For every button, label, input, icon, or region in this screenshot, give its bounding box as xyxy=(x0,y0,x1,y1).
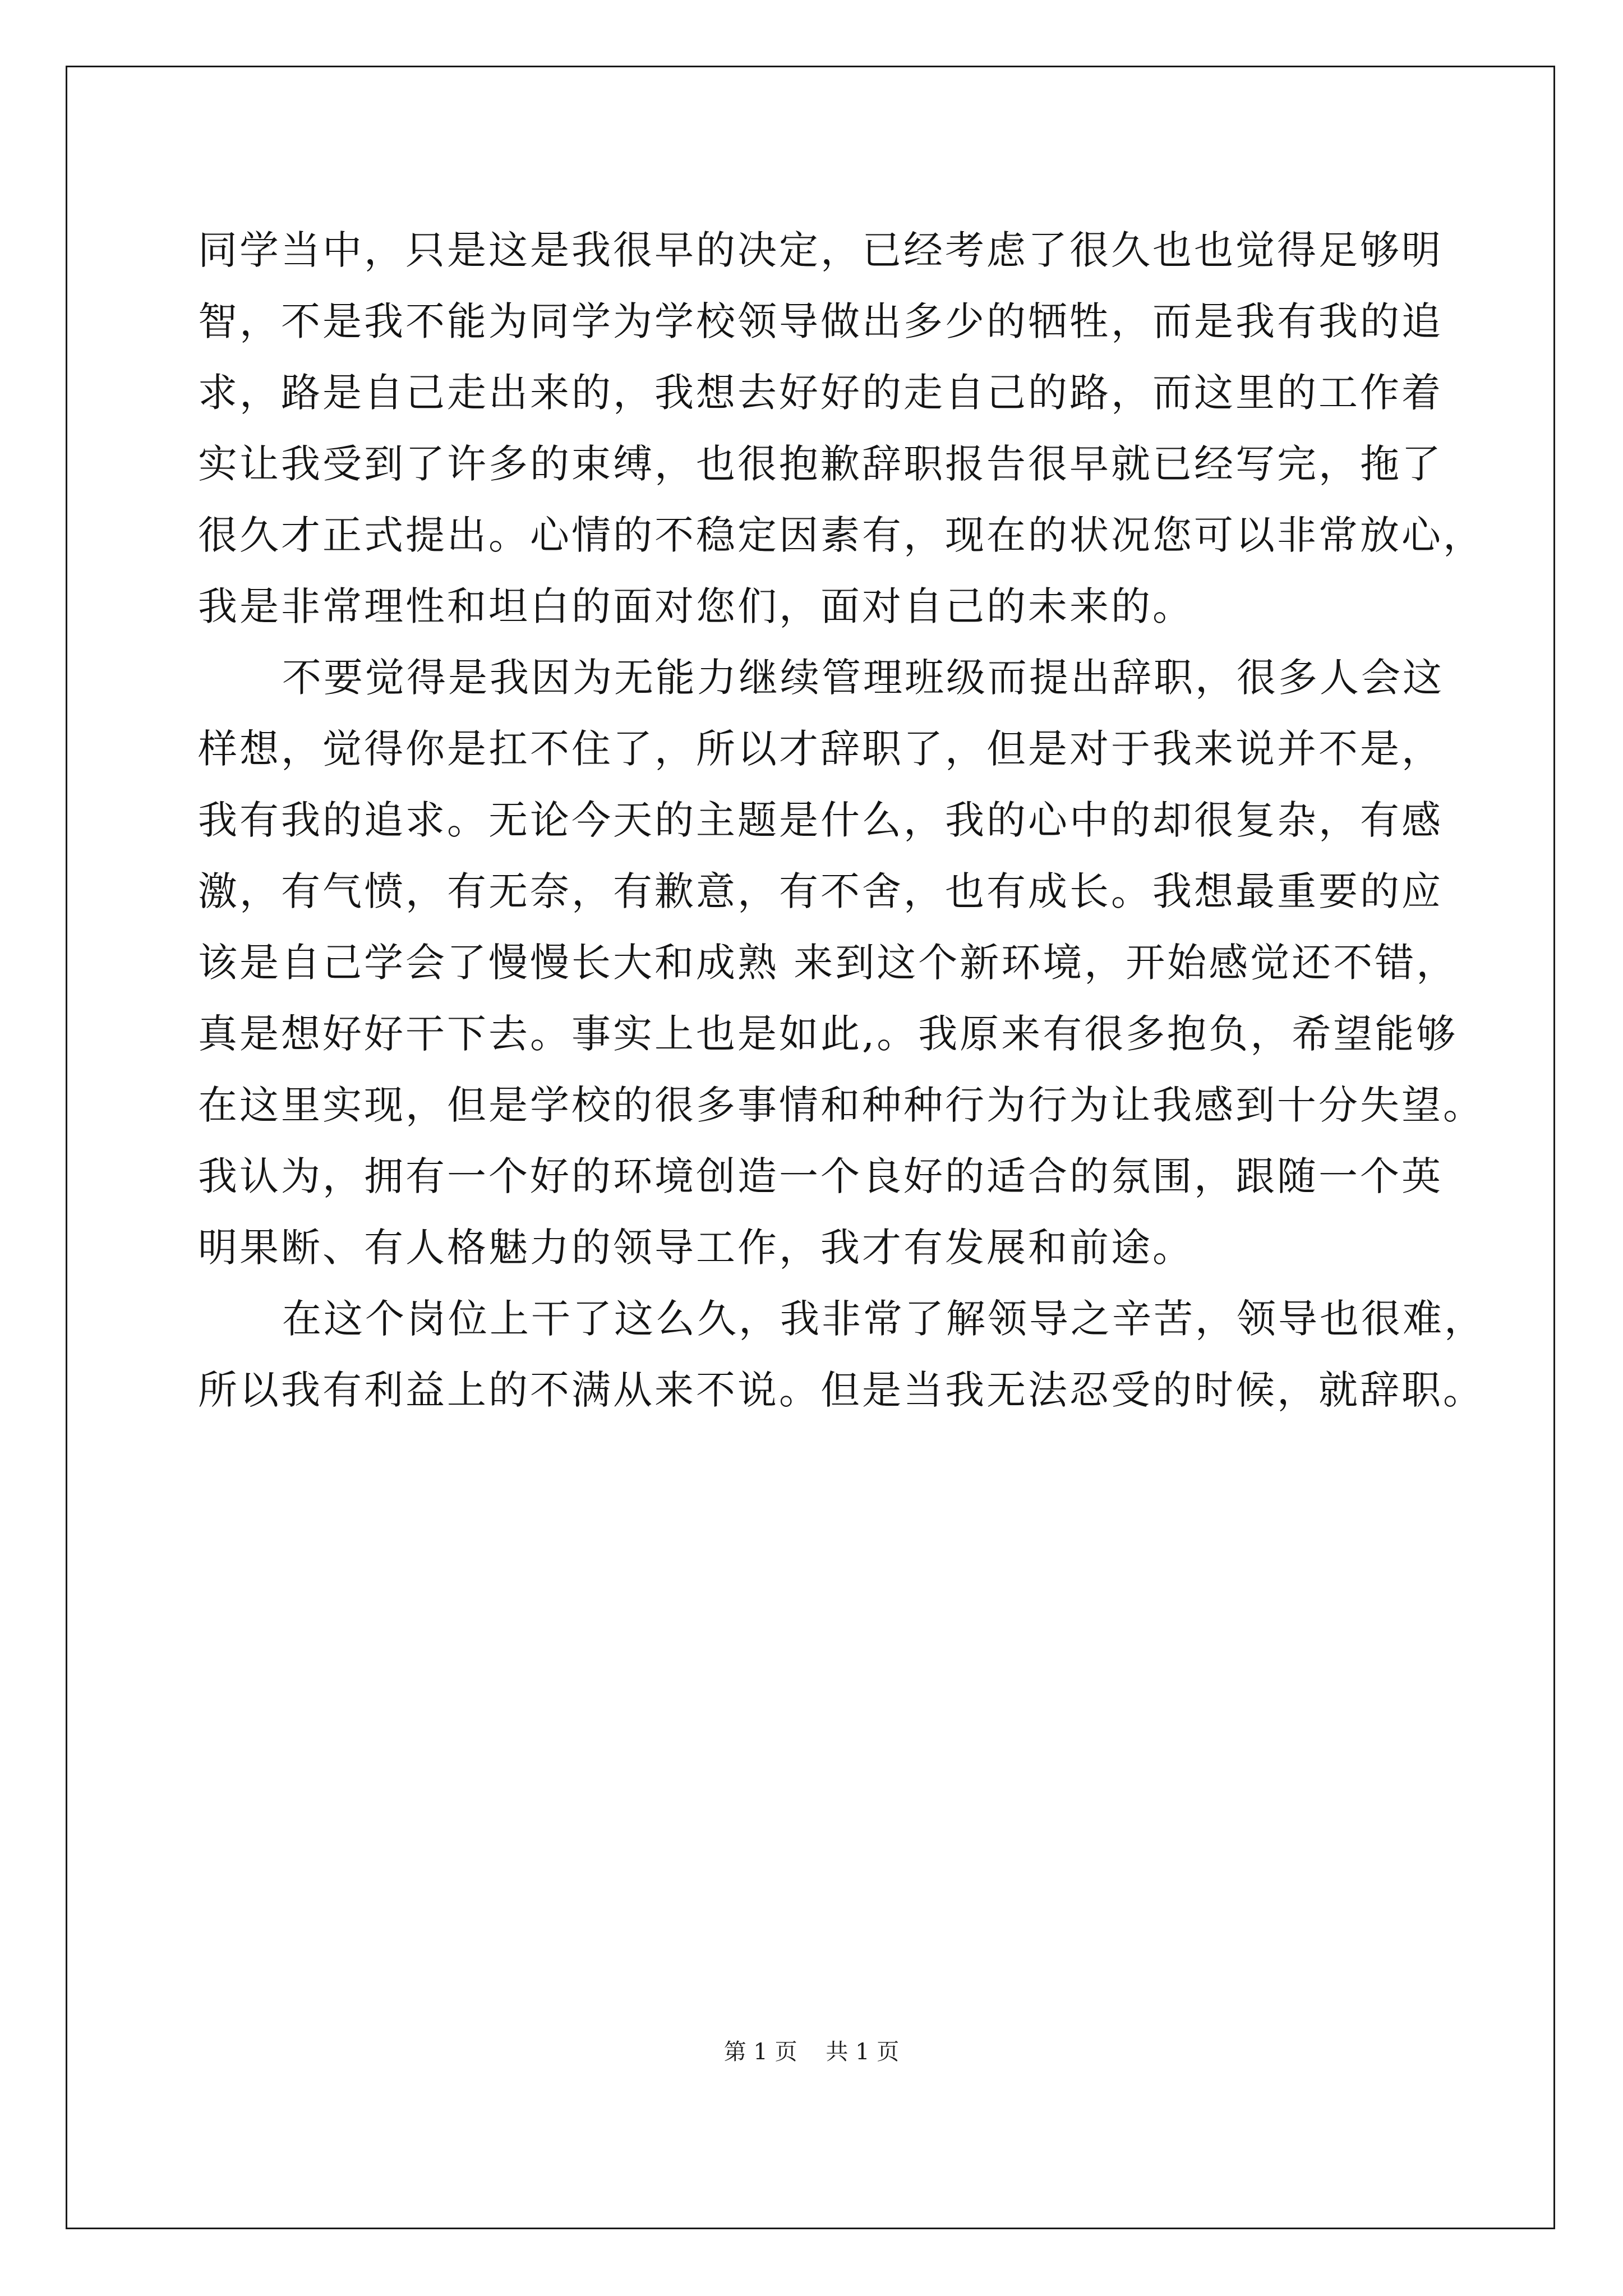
body-text-line: 激，有气愤，有无奈，有歉意，有不舍，也有成长。我想最重要的应 xyxy=(198,868,1443,914)
body-text-line: 实让我受到了许多的束缚，也很抱歉辞职报告很早就已经写完，拖了 xyxy=(198,441,1443,487)
body-text-line: 很久才正式提出。心情的不稳定因素有，现在的状况您可以非常放心， xyxy=(198,512,1484,558)
body-text-line: 所以我有利益上的不满从来不说。但是当我无法忍受的时候，就辞职。 xyxy=(198,1367,1484,1413)
body-text-line: 样想，觉得你是扛不住了，所以才辞职了，但是对于我来说并不是， xyxy=(198,726,1443,772)
body-text-line: 我有我的追求。无论今天的主题是什么，我的心中的却很复杂，有感 xyxy=(198,797,1443,843)
body-text-line: 求，路是自己走出来的，我想去好好的走自己的路，而这里的工作着 xyxy=(198,370,1443,416)
body-text-line: 真是想好好干下去。事实上也是如此,。我原来有很多抱负，希望能够 xyxy=(198,1011,1458,1057)
body-text-line: 在这里实现，但是学校的很多事情和种种行为行为让我感到十分失望。 xyxy=(198,1082,1484,1128)
paragraph-first-line: 在这个岗位上干了这么久，我非常了解领导之辛苦，领导也很难， xyxy=(282,1296,1486,1342)
page-number-footer: 第 1 页 共 1 页 xyxy=(723,2039,900,2065)
body-text-line: 智，不是我不能为同学为学校领导做出多少的牺牲，而是我有我的追 xyxy=(198,298,1443,344)
body-text-line: 该是自己学会了慢慢长大和成熟 来到这个新环境，开始感觉还不错， xyxy=(198,940,1458,986)
body-text-line: 我认为，拥有一个好的环境创造一个良好的适合的氛围，跟随一个英 xyxy=(198,1153,1443,1199)
body-text-line: 同学当中，只是这是我很早的决定，已经考虑了很久也也觉得足够明 xyxy=(198,227,1443,273)
body-text-line: 我是非常理性和坦白的面对您们，面对自己的未来的。 xyxy=(198,583,1194,629)
body-text-line: 明果断、有人格魅力的领导工作，我才有发展和前途。 xyxy=(198,1225,1194,1271)
paragraph-first-line: 不要觉得是我因为无能力继续管理班级而提出辞职，很多人会这 xyxy=(282,655,1444,701)
